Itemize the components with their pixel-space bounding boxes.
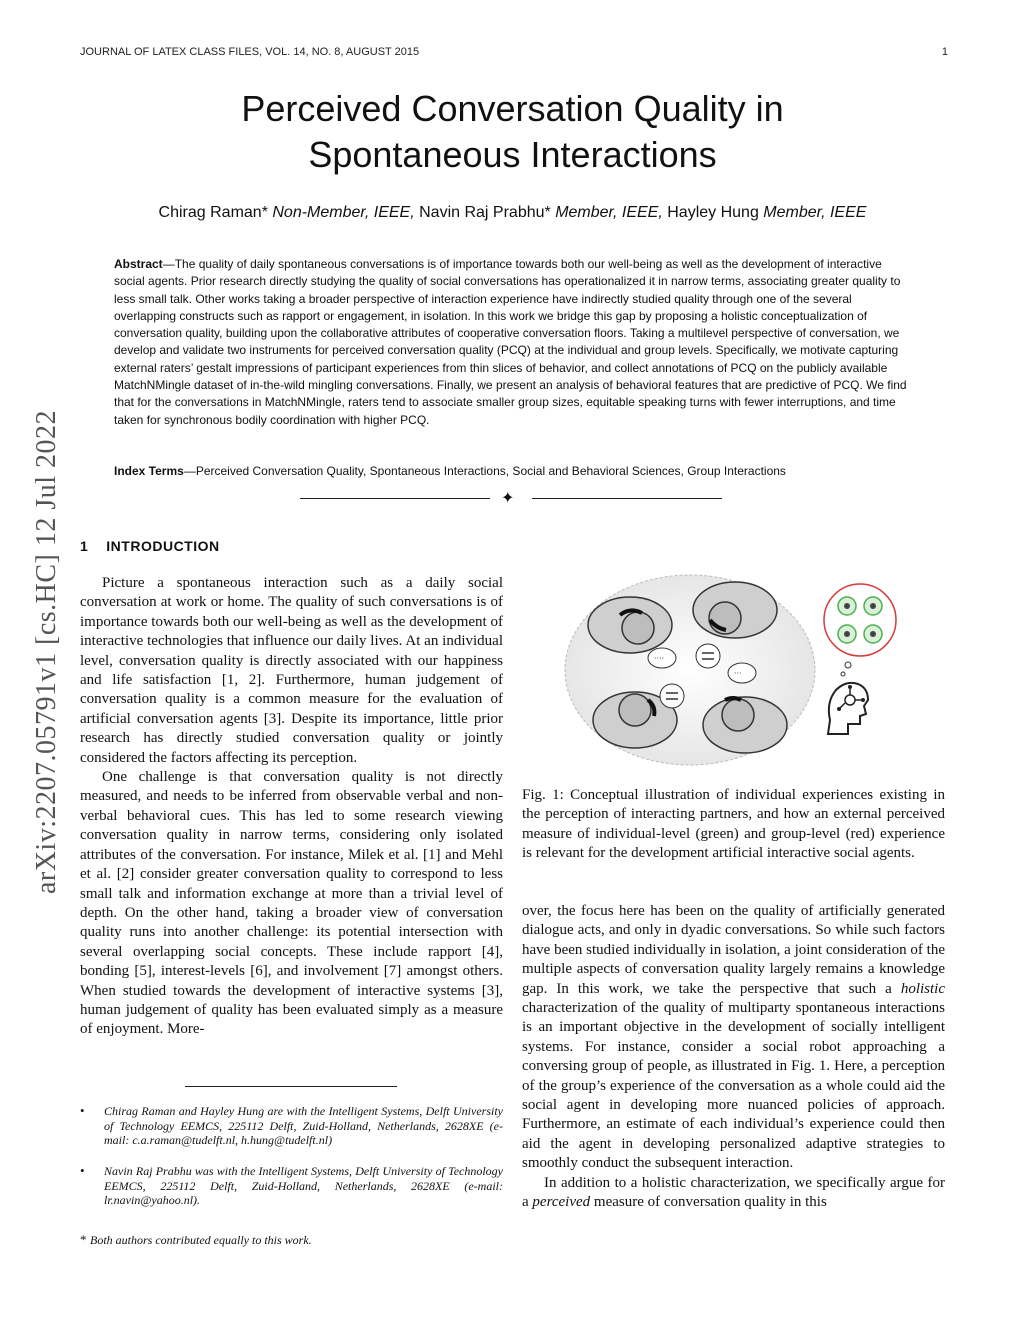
conversation-illustration [560,570,905,770]
divider-line-left [300,498,490,499]
bullet-icon: • [80,1163,85,1178]
footnote-equal-contribution [80,1233,503,1248]
author-2-name: Navin Raj Prabhu* [419,204,551,221]
group-level-view-icon [824,584,896,656]
robot-agent-icon [828,683,868,734]
footnote-text: Both authors contributed equally to this work. [90,1233,312,1247]
abstract-text: —The quality of daily spontaneous conversations is of importance towards both our well-being as well as the development of interactive social agents. Prior research directly studying the quality of social conversations has operationalized it in narrow terms, associating greater quality to less small talk. Other works taking a broader perspective of interaction experience have indirectly studied quality through one of the several overlapping constructs such as rapport or engagement, in isolation. In this work we bridge this gap by proposing a holistic conceptualization of conversation quality, building upon the collaborative attributes of cooperative conversation floors. Taking a multilevel perspective of conversation, we develop and validate two instruments for perceived conversation quality (PCQ) at the individual and group levels. Specifically, we motivate capturing external raters’ gestalt impressions of participant experiences from thin slices of behavior, and collect annotations of PCQ on the publicly available MatchNMingle dataset of in-the-wild mingling conversations. Finally, we present an analysis of behavioral features that are predictive of PCQ. We find that for the conversations in MatchNMingle, raters tend to associate smaller group sizes, equitable speaking turns with fewer interruptions, and time taken for synchronous bodily coordination with higher PCQ. [114,257,907,427]
author-3-name: Hayley Hung [667,204,759,221]
speech-bubble-icon [660,684,684,708]
figure-1-illustration [560,570,905,770]
section-heading [80,538,500,554]
intro-paragraph-4 [522,1174,945,1213]
right-column-body [522,902,945,1213]
emphasis-perceived: perceived [532,1194,591,1211]
divider-line-right [532,498,722,499]
footnote-text: Chirag Raman and Hayley Hung are with the Intelligent Systems, Delft University of Technology EEMCS, 225112 Delft, Zuid-Holland, Netherlands, 2628XE (e-mail: c.a.raman@tudelft.nl, h.hung@tudelft.nl) [104,1104,503,1148]
emphasis-holistic: holistic [900,980,945,997]
index-terms [114,463,909,480]
person-top-right [693,582,777,638]
section-title: INTRODUCTION [106,538,220,554]
index-terms-label: Index Terms [114,464,184,478]
left-column-body [80,574,503,1040]
journal-header: JOURNAL OF LATEX CLASS FILES, VOL. 14, NO. 8, AUGUST 2015 [80,46,420,58]
asterisk-mark: * [80,1232,87,1247]
arxiv-sidebar [22,362,72,942]
title-line-1: Perceived Conversation Quality in [241,88,784,129]
text-run: over, the focus here has been on the quality of artificially generated dialogue acts, and only in dyadic conversations. So while such factors have been studied individually in isolation, a joint consideration of the multiple aspects of conversation quality largely remains a knowledge gap. In this work, we take the perspective that such a [522,903,945,997]
author-3-role: Member, IEEE [763,204,867,221]
abstract [114,256,909,429]
abstract-label: Abstract [114,257,163,271]
footnote-affiliation-1 [80,1104,503,1148]
intro-paragraph-3 [522,902,945,1174]
section-number: 1 [80,538,89,554]
thought-bubble-icon [728,663,756,683]
running-header [80,46,950,62]
arxiv-identifier: arXiv:2207.05791v1 [cs.HC] 12 Jul 2022 [31,409,62,895]
text-run: characterization of the quality of multiparty spontaneous interactions is an important objective in the development of socially intelligent systems. For instance, consider a social robot approaching a conversing group of people, as illustrated in Fig. 1. Here, a perception of the group’s experience of the conversation as a whole could aid the social agent in developing more nuanced policies of approach. Furthermore, an estimate of each individual’s experience could then aid the agent in developing personalized adaptive strategies to smoothly conduct the subsequent interaction. [522,1000,945,1172]
title-line-2: Spontaneous Interactions [308,134,717,175]
intro-paragraph-2: One challenge is that conversation quality is not directly measured, and needs to be inferred from observable verbal and non-verbal behavioral cues. This has led to some research viewing conversation quality in narrow terms, considering only isolated attributes of the conversation. For instance, Milek et al. [1] and Mehl et al. [2] consider greater conversation quality to correspond to less small talk and information exchange at more than a trivial level of depth. On the other hand, taking a broader view of conversation quality runs into another challenge: its potential intersection with several overlapping social concepts. These include rapport [4], bonding [5], interest-levels [6], and involvement [7] amongst others. When studied towards the development of interactive systems [3], human judgement of quality has been evaluated simply as a measure of enjoyment. More- [80,769,503,1038]
text-run: In addition to a holistic characterization, we specifically argue for a [522,1174,945,1211]
text-run: measure of conversation quality in this [590,1194,827,1211]
footnote-affiliation-2 [80,1164,503,1208]
section-divider [300,488,724,508]
diamond-star-icon: ✦ [501,488,515,507]
intro-paragraph-1: Picture a spontaneous interaction such as a daily social conversation at work or home. The quality of such conversations is of importance towards both our well-being as well as the development of interactive technologies that influence our daily lives. At an individual level, conversation quality is directly associated with our happiness and life satisfaction [1, 2]. Furthermore, human judgement of conversation quality is a common measure for the evaluation of artificial conversation agents [3]. Despite its importance, little prior research has directly studied conversation quality or jointly considered the factors affecting its perception. [80,575,503,766]
author-1-role: Non-Member, IEEE, [272,204,415,221]
thought-dot [845,662,851,668]
author-2-role: Member, IEEE, [555,204,663,221]
svg-text:···: ··· [734,669,742,678]
author-list [80,202,945,224]
footnote-text: Navin Raj Prabhu was with the Intelligent Systems, Delft University of Technology EEMCS, 225112 Delft, Zuid-Holland, Netherlands, 2628XE (e-mail: lr.navin@yahoo.nl). [104,1164,503,1208]
bullet-icon: • [80,1103,85,1118]
speech-bubble-icon [696,644,720,668]
index-terms-text: —Perceived Conversation Quality, Spontaneous Interactions, Social and Behavioral Sciences, Group Interactions [183,464,786,478]
author-1-name: Chirag Raman* [158,204,268,221]
page-number: 1 [941,46,948,58]
figure-1-caption: Fig. 1: Conceptual illustration of individual experiences existing in the perception of interacting partners, and how an external perceived measure of individual-level (green) and group-level (red) experience is relevant for the development artificial interactive social agents. [522,787,945,862]
footnote-rule [185,1086,397,1087]
person-bottom-right [703,697,787,753]
paper-title [80,86,945,178]
thought-dot [841,672,845,676]
thought-bubble-icon [648,648,676,668]
svg-text:····: ···· [654,654,665,663]
person-top-left [588,597,672,653]
